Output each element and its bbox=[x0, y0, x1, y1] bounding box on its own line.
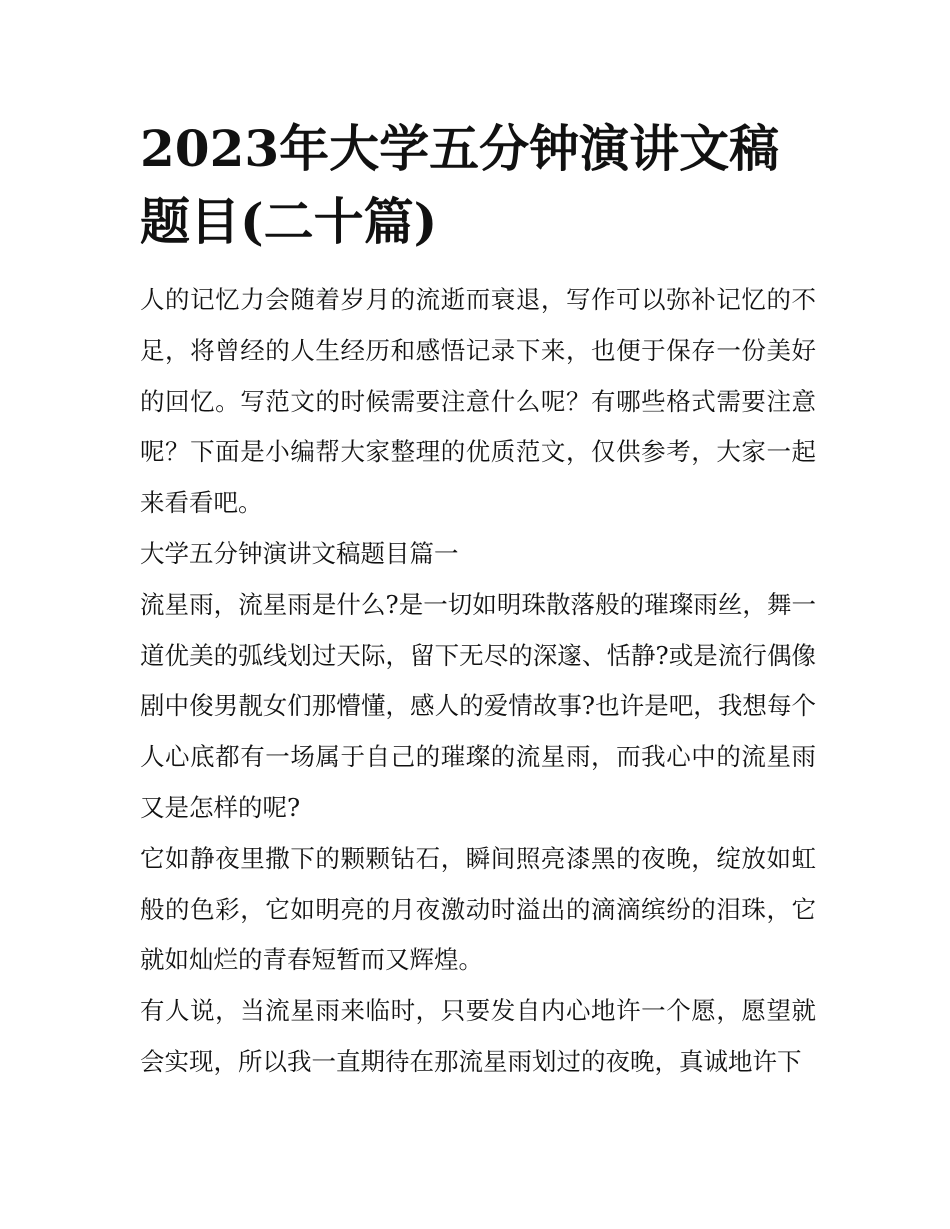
document-title: 2023年大学五分钟演讲文稿题目(二十篇) bbox=[140, 119, 780, 251]
body-paragraph: 它如静夜里撒下的颗颗钻石，瞬间照亮漆黑的夜晚，绽放如虹般的色彩，它如明亮的月夜激动时溢出的滴滴缤纷的泪珠，它就如灿烂的青春短暂而又辉煌。 bbox=[140, 843, 816, 975]
body-paragraph: 有人说，当流星雨来临时，只要发自内心地许一个愿，愿望就会实现，所以我一直期待在那流星雨划过的夜晚，真诚地许下 bbox=[140, 996, 816, 1076]
section-heading: 大学五分钟演讲文稿题目篇一 bbox=[140, 538, 459, 568]
body-paragraph: 流星雨，流星雨是什么?是一切如明珠散落般的璀璨雨丝，舞一道优美的弧线划过天际，留下无尽的深邃、恬静?或是流行偶像剧中俊男靓女们那懵懂，感人的爱情故事?也许是吧，我想每个人心底都有一场属于自己的璀璨的流星雨，而我心中的流星雨又是怎样的呢? bbox=[140, 589, 816, 822]
document-body bbox=[140, 275, 816, 1088]
intro-paragraph: 人的记忆力会随着岁月的流逝而衰退，写作可以弥补记忆的不足，将曾经的人生经历和感悟记录下来，也便于保存一份美好的回忆。写范文的时候需要注意什么呢？有哪些格式需要注意呢？下面是小编帮大家整理的优质范文，仅供参考，大家一起来看看吧。 bbox=[140, 285, 816, 518]
